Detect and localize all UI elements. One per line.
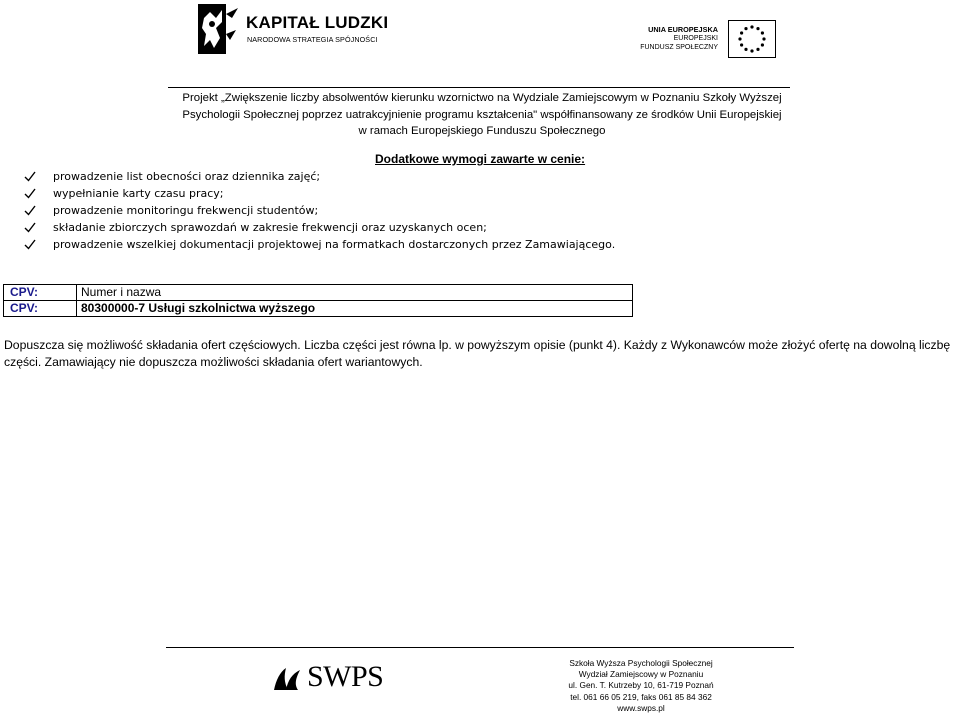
requirement-text: prowadzenie wszelkiej dokumentacji projektowej na formatkach dostarczonych przez Zamawiającego.	[53, 238, 616, 251]
checkmark-icon	[24, 205, 36, 216]
kapital-ludzki-emblem-icon	[196, 4, 240, 54]
partial-offers-paragraph: Dopuszcza się możliwość składania ofert częściowych. Liczba części jest równa lp. w powyższym opisie (punkt 4). Każdy z Wykonawców może złożyć ofertę na dowolną liczbę części. Zamawiający nie dopuszcza możliwości składania ofert wariantowych.	[4, 338, 951, 369]
requirements-heading: Dodatkowe wymogi zawarte w cenie:	[375, 152, 586, 166]
address-line: tel. 061 66 05 219, faks 061 85 84 362	[570, 691, 712, 702]
website-link[interactable]: www.swps.pl	[617, 702, 665, 713]
eu-logo-line2: EUROPEJSKI	[673, 35, 718, 42]
requirement-text: składanie zbiorczych sprawozdań w zakresie frekwencji oraz uzyskanych ocen;	[53, 221, 487, 234]
eu-logo	[640, 20, 776, 58]
project-description	[150, 90, 814, 140]
address-line: Wydział Zamiejscowy w Poznaniu	[578, 669, 704, 680]
table-row	[4, 301, 633, 317]
address-line: Szkoła Wyższa Psychologii Społecznej	[569, 658, 713, 668]
kapital-ludzki-subtitle: NARODOWA STRATEGIA SPÓJNOŚCI	[247, 35, 378, 44]
cpv-table	[3, 284, 633, 317]
cpv-label: CPV:	[4, 285, 77, 301]
kapital-ludzki-logo	[196, 4, 389, 56]
swps-logo-text: SWPS	[307, 660, 384, 693]
header-divider	[168, 87, 790, 88]
project-line: w ramach Europejskiego Funduszu Społecznego	[358, 125, 606, 137]
checkmark-icon	[24, 222, 36, 233]
address-line: ul. Gen. T. Kutrzeby 10, 61-719 Poznań	[568, 680, 714, 691]
checkmark-icon	[24, 171, 36, 182]
project-line: Psychologii Społecznej poprzez uatrakcyjnienie programu kształcenia" współfinansowany ze środków Unii Europejskiej	[182, 108, 782, 121]
cpv-value: Numer i nazwa	[77, 285, 633, 301]
cpv-label: CPV:	[4, 301, 77, 317]
requirement-text: prowadzenie list obecności oraz dziennika zajęć;	[53, 170, 321, 183]
table-row	[4, 285, 633, 301]
requirement-text: prowadzenie monitoringu frekwencji studentów;	[53, 204, 319, 217]
eu-logo-line1: UNIA EUROPEJSKA	[648, 25, 718, 34]
eu-logo-line3: FUNDUSZ SPOŁECZNY	[640, 44, 718, 51]
eu-flag-icon	[728, 20, 776, 58]
checkmark-icon	[24, 239, 36, 250]
swps-emblem-icon	[272, 666, 302, 692]
cpv-value: 80300000-7 Usługi szkolnictwa wyższego	[77, 301, 633, 317]
project-line: Projekt „Zwiększenie liczby absolwentów kierunku wzornictwo na Wydziale Zamiejscowym w Poznaniu Szkoły Wyższej	[182, 92, 782, 104]
footer-divider	[166, 647, 794, 648]
kapital-ludzki-title: KAPITAŁ LUDZKI	[246, 13, 389, 32]
checkmark-icon	[24, 188, 36, 199]
requirement-text: wypełnianie karty czasu pracy;	[53, 187, 224, 200]
